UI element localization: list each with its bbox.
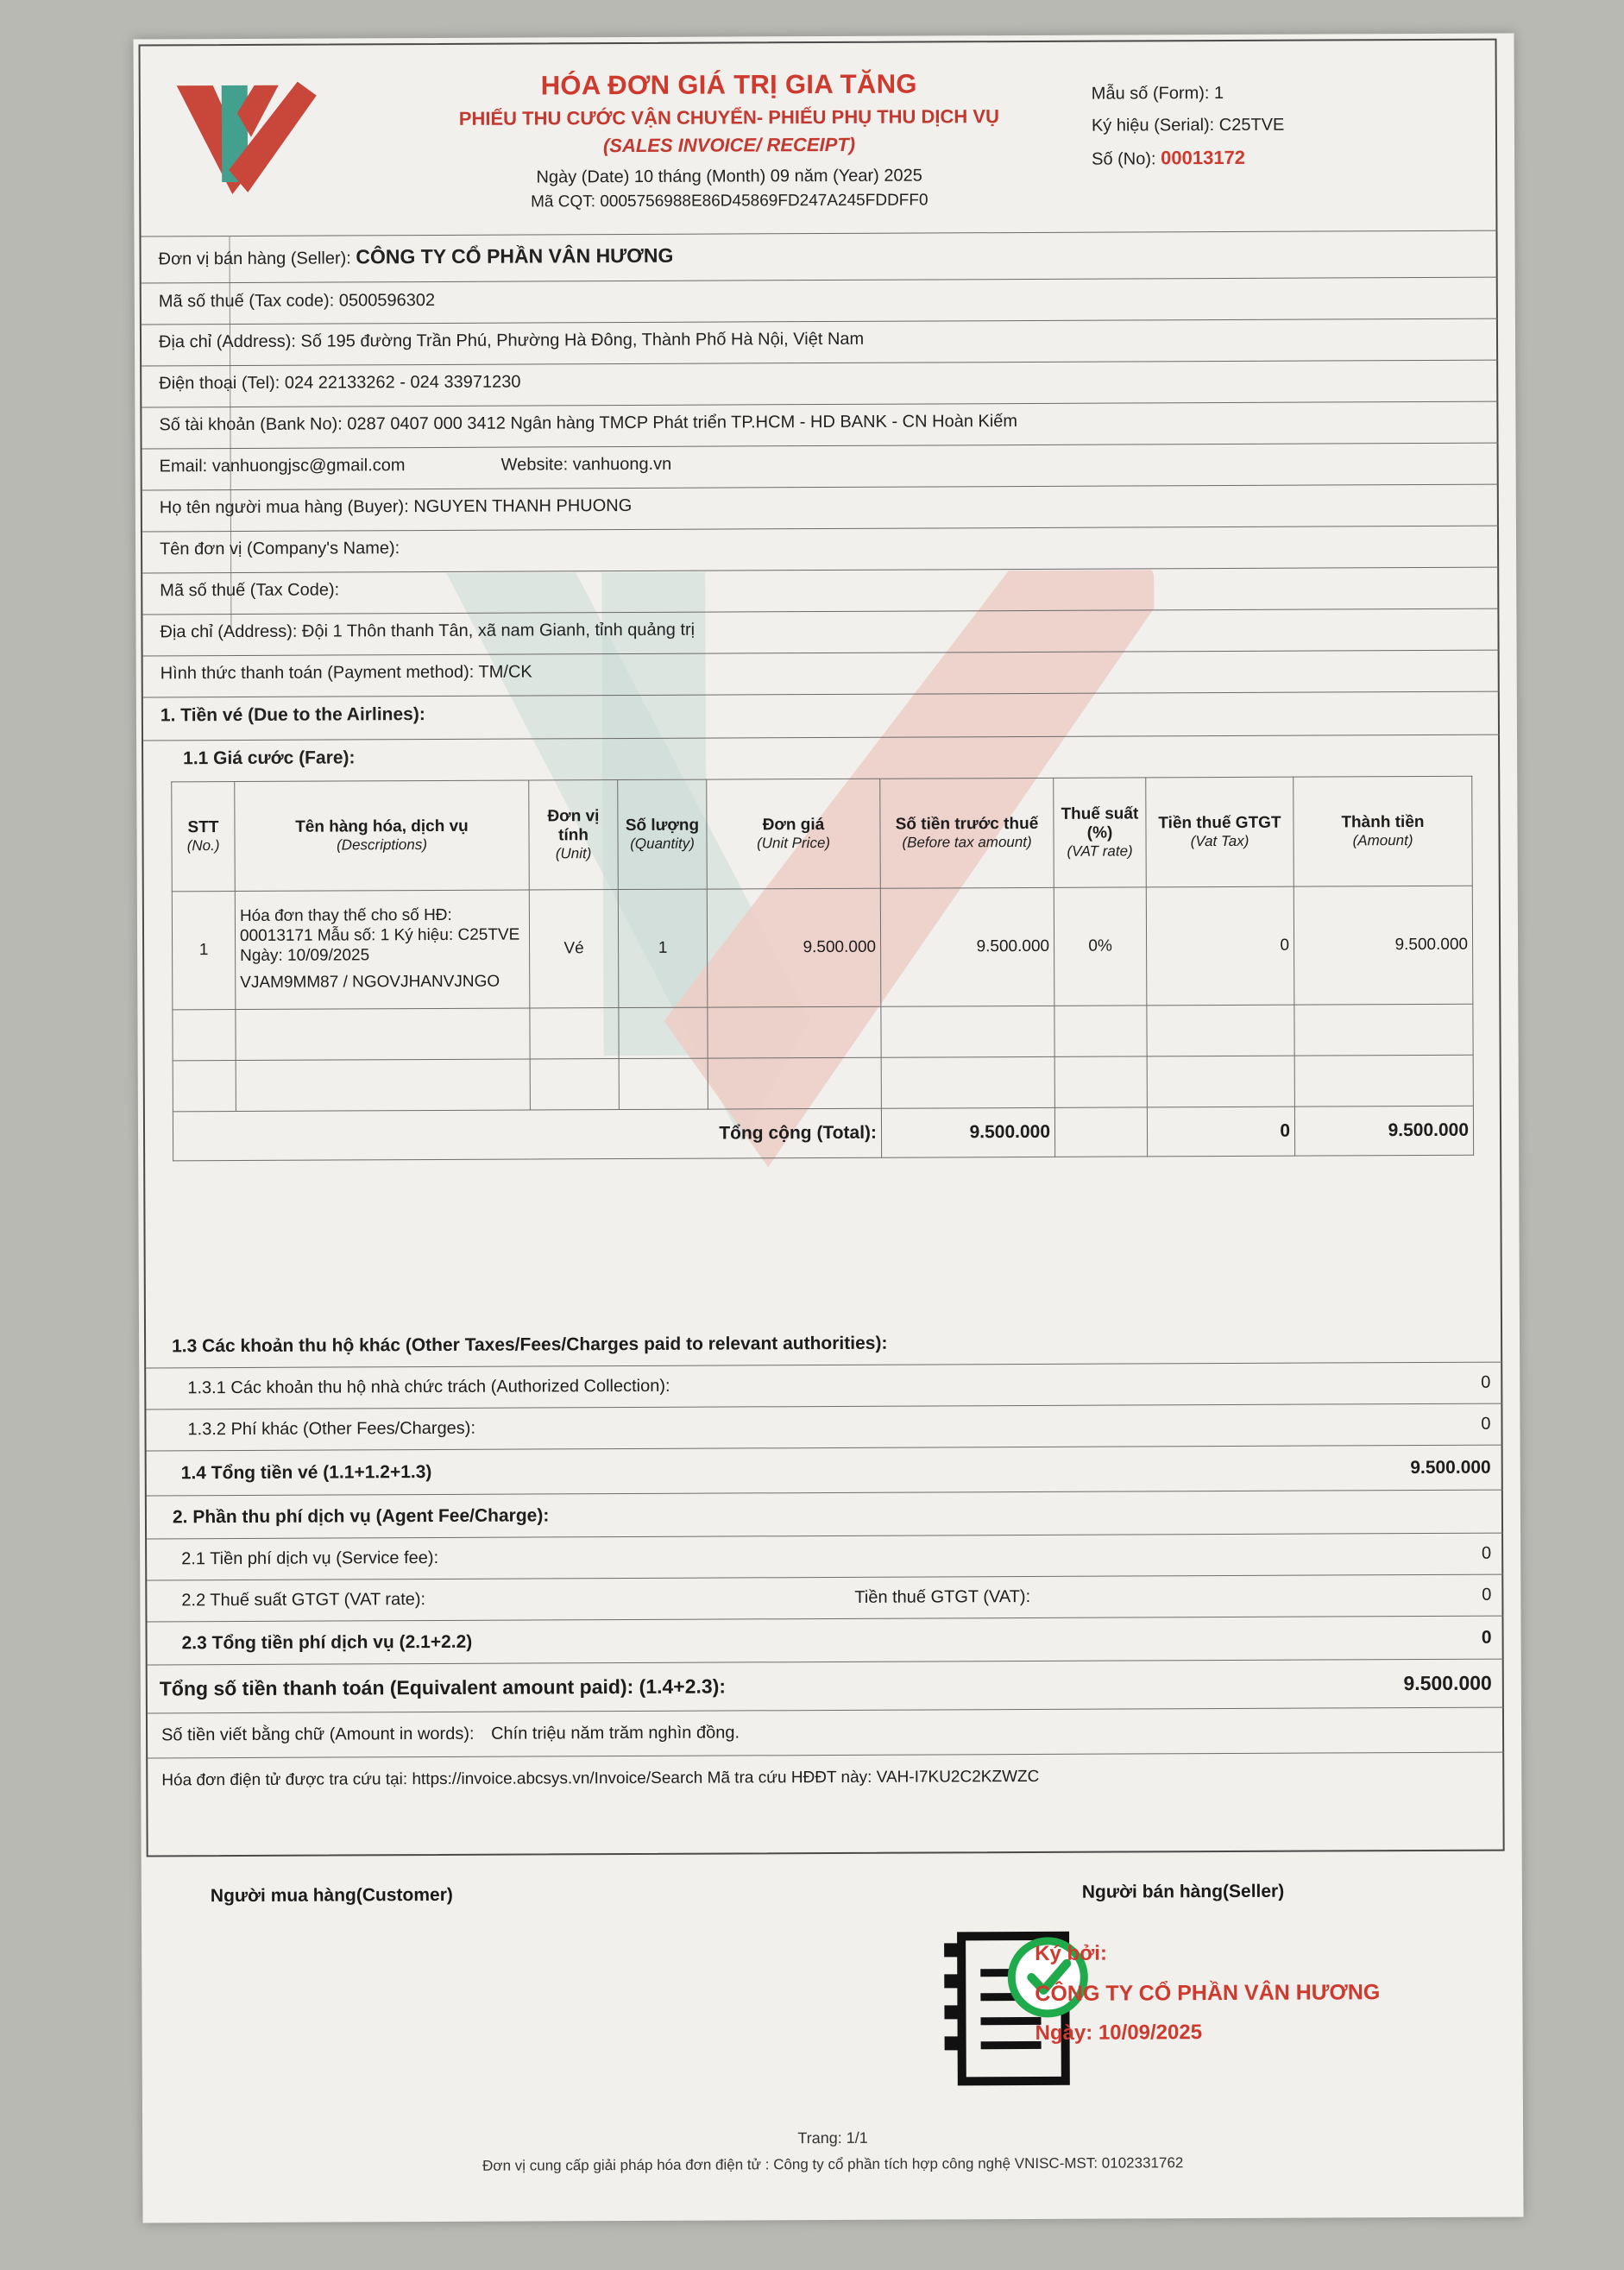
- serial-row: [1092, 110, 1285, 142]
- seller-tel-row: [159, 373, 520, 394]
- cell-vat-rate: 0%: [1054, 887, 1147, 1006]
- section-2-label: 2. Phần thu phí dịch vụ (Agent Fee/Charge):: [172, 1504, 550, 1527]
- line-items-table: [171, 776, 1474, 1162]
- grand-total-label: Tổng số tiền thanh toán (Equivalent amount paid): (1.4+2.3):: [159, 1674, 727, 1700]
- seller-bank-label: Số tài khoản (Bank No):: [159, 414, 343, 435]
- cell-empty: [173, 1009, 236, 1060]
- section-2-3-value: 0: [1481, 1627, 1492, 1648]
- section-1-3-1-label: 1.3.1 Các khoản thu hộ nhà chức trách (Authorized Collection):: [187, 1376, 670, 1398]
- seller-email-label: Email:: [159, 457, 208, 476]
- buyer-name-label: Họ tên người mua hàng (Buyer):: [159, 497, 409, 518]
- section-1-3-2-row: [146, 1404, 1502, 1452]
- cell-empty: [173, 1060, 236, 1111]
- cell-empty: [236, 1059, 530, 1111]
- no-row: [1092, 142, 1285, 176]
- cell-description-note: Hóa đơn thay thế cho số HĐ: 00013171 Mẫu số: 1 Ký hiệu: C25TVE Ngày: 10/09/2025: [239, 906, 520, 965]
- buyer-address-label: Địa chỉ (Address):: [160, 621, 298, 642]
- seller-website-label: Website:: [500, 455, 569, 475]
- cell-empty: [1054, 1006, 1147, 1056]
- section-2-1-row: [147, 1534, 1503, 1581]
- amount-in-words-value: Chín triệu năm trăm nghìn đồng.: [491, 1723, 740, 1743]
- cell-empty: [708, 1006, 881, 1058]
- col-amount: Thành tiền (Amount): [1294, 776, 1473, 886]
- signed-by-name: CÔNG TY CỔ PHẦN VÂN HƯƠNG: [1035, 1980, 1381, 2006]
- seller-address-value: Số 195 đường Trần Phú, Phường Hà Đông, Thành Phố Hà Nội, Việt Nam: [300, 329, 865, 351]
- company-logo-icon: [168, 73, 324, 195]
- signature-block-text: [1035, 1933, 1381, 2053]
- cell-description-main: VJAM9MM87 / NGOVJHANVJNGO: [240, 972, 500, 992]
- provider-line: Đơn vị cung cấp giải pháp hóa đơn điện tử : Công ty cổ phần tích hợp công nghệ VNISC-MST: 0102331762: [482, 2154, 1184, 2174]
- section-1-3-label: 1.3 Các khoản thu hộ khác (Other Taxes/Fees/Charges paid to relevant authorities):: [172, 1333, 888, 1356]
- section-1-3-1-value: 0: [1481, 1372, 1491, 1392]
- buyer-address-row: [160, 621, 695, 643]
- section-1-3-2-value: 0: [1481, 1414, 1491, 1434]
- seller-tax-label: Mã số thuế (Tax code):: [158, 291, 335, 312]
- section-2-2-label: 2.2 Thuế suất GTGT (VAT rate):: [181, 1590, 426, 1611]
- col-quantity: Số lượng (Quantity): [618, 779, 708, 889]
- seller-name-row: [159, 244, 674, 270]
- seller-address-label: Địa chỉ (Address):: [158, 331, 297, 352]
- seller-tel-label: Điện thoại (Tel):: [159, 373, 280, 394]
- cell-unit-price: 9.500.000: [707, 888, 881, 1007]
- invoice-sheet: [133, 34, 1523, 2223]
- seller-email-value: vanhuongjsc@gmail.com: [211, 456, 406, 476]
- customer-signature-label: Người mua hàng(Customer): [210, 1884, 453, 1907]
- cell-empty: [1147, 1056, 1294, 1107]
- cell-description: [235, 890, 530, 1009]
- table-row: [172, 886, 1473, 1010]
- total-vat-rate-blank: [1054, 1107, 1147, 1157]
- buyer-company-row: [160, 539, 400, 559]
- lookup-row: [148, 1753, 1504, 1804]
- cell-empty: [619, 1007, 708, 1058]
- invoice-title: HÓA ĐƠN GIÁ TRỊ GIA TĂNG: [540, 68, 917, 101]
- col-before-tax: Số tiền trước thuế (Before tax amount): [880, 778, 1054, 888]
- payment-method-row: [161, 662, 532, 684]
- seller-address-row: [159, 330, 864, 353]
- section-1-4-value: 9.500.000: [1410, 1457, 1491, 1478]
- section-1-3-2-label: 1.3.2 Phí khác (Other Fees/Charges):: [187, 1418, 476, 1440]
- total-before-tax: 9.500.000: [881, 1107, 1054, 1157]
- cell-before-tax: 9.500.000: [880, 887, 1054, 1006]
- section-2-3-label: 2.3 Tổng tiền phí dịch vụ (2.1+2.2): [181, 1631, 473, 1653]
- buyer-name-value: NGUYEN THANH PHUONG: [413, 495, 633, 517]
- invoice-subtitle-2: (SALES INVOICE/ RECEIPT): [602, 133, 856, 157]
- section-2-row: [147, 1491, 1503, 1540]
- invoice-header-center: [393, 68, 1067, 212]
- section-1-4-label: 1.4 Tổng tiền vé (1.1+1.2+1.3): [180, 1461, 432, 1483]
- invoice-cqt-code: Mã CQT: 0005756988E86D45869FD247A245FDDFF0: [531, 191, 928, 211]
- page-number: Trang: 1/1: [797, 2128, 868, 2147]
- form-value: 1: [1213, 83, 1224, 104]
- no-label: Số (No):: [1092, 149, 1156, 169]
- seller-tax-value: 0500596302: [338, 290, 436, 311]
- col-stt: STT (No.): [172, 781, 236, 891]
- cell-empty: [1294, 1004, 1473, 1056]
- signed-by-label: Ký bởi:: [1035, 1941, 1107, 1965]
- cell-empty: [708, 1057, 881, 1109]
- section-2-1-label: 2.1 Tiền phí dịch vụ (Service fee):: [181, 1548, 439, 1569]
- seller-tel-value: 024 22133262 - 024 33971230: [284, 372, 521, 393]
- seller-tax-row: [159, 291, 435, 312]
- table-header-row: [172, 776, 1473, 892]
- total-vat-tax: 0: [1147, 1107, 1294, 1157]
- cell-vat-tax: 0: [1146, 886, 1294, 1006]
- section-1-4-row: [147, 1446, 1503, 1497]
- buyer-company-label: Tên đơn vị (Company's Name):: [160, 539, 400, 559]
- cell-quantity: 1: [618, 889, 708, 1007]
- total-amount: 9.500.000: [1294, 1106, 1473, 1156]
- cell-empty: [1147, 1005, 1294, 1056]
- cell-amount: 9.500.000: [1294, 886, 1473, 1005]
- cell-unit: Vé: [529, 890, 619, 1008]
- section-1-3-1-row: [146, 1363, 1502, 1410]
- amount-in-words-row: [148, 1708, 1504, 1759]
- amount-in-words-label: Số tiền viết bằng chữ (Amount in words):: [161, 1724, 475, 1745]
- payment-method-value: TM/CK: [478, 662, 532, 682]
- seller-email-row: [160, 455, 672, 477]
- cell-empty: [1294, 1055, 1473, 1107]
- form-row: [1092, 78, 1285, 110]
- payment-method-label: Hình thức thanh toán (Payment method):: [160, 662, 475, 684]
- table-row-empty: [173, 1004, 1473, 1061]
- seller-bank-row: [159, 412, 1017, 435]
- section-1-3-row: [146, 1320, 1502, 1369]
- cell-empty: [619, 1058, 708, 1109]
- signed-date: Ngày: 10/09/2025: [1035, 2021, 1203, 2045]
- cell-empty: [236, 1008, 530, 1060]
- buyer-tax-row: [160, 580, 339, 601]
- col-unit: Đơn vị tính (Unit): [529, 780, 619, 890]
- col-vat-rate: Thuế suất (%) (VAT rate): [1054, 778, 1147, 887]
- serial-label: Ký hiệu (Serial):: [1091, 116, 1215, 136]
- section-2-2-row: [147, 1575, 1503, 1623]
- cell-empty: [881, 1056, 1054, 1108]
- seller-signature-label: Người bán hàng(Seller): [1081, 1881, 1285, 1902]
- seller-name-label: Đơn vị bán hàng (Seller):: [158, 249, 351, 269]
- cell-empty: [530, 1059, 619, 1110]
- no-value: 00013172: [1161, 146, 1246, 169]
- buyer-address-value: Đội 1 Thôn thanh Tân, xã nam Gianh, tỉnh quảng trị: [301, 620, 696, 641]
- section-2-1-value: 0: [1481, 1543, 1492, 1563]
- buyer-tax-label: Mã số thuế (Tax Code):: [160, 580, 340, 601]
- cell-stt: 1: [172, 891, 236, 1009]
- seller-name-value: CÔNG TY CỔ PHẦN VÂN HƯƠNG: [356, 243, 674, 268]
- grand-total-row: [148, 1660, 1504, 1714]
- section-2-2-value: 0: [1482, 1585, 1492, 1605]
- cell-empty: [1054, 1056, 1147, 1107]
- buyer-name-row: [160, 496, 633, 518]
- table-row-empty: [173, 1055, 1473, 1112]
- invoice-subtitle-1: PHIẾU THU CƯỚC VẬN CHUYỂN- PHIẾU PHỤ THU DỊCH VỤ: [458, 105, 1000, 129]
- amount-in-words: [148, 1720, 1504, 1746]
- section-1-1-title: 1.1 Giá cước (Fare):: [183, 747, 356, 769]
- cell-empty: [881, 1006, 1054, 1057]
- table-total-row: [173, 1106, 1473, 1161]
- form-label: Mẫu số (Form):: [1091, 84, 1210, 104]
- serial-value: C25TVE: [1218, 115, 1285, 136]
- col-description: Tên hàng hóa, dịch vụ (Descriptions): [235, 780, 530, 891]
- lookup-line[interactable]: Hóa đơn điện tử được tra cứu tại: https://invoice.abcsys.vn/Invoice/Search Mã tra cứu HĐĐT này: VAH-I7KU2C2KZWZC: [161, 1767, 1040, 1790]
- cell-empty: [530, 1008, 619, 1059]
- seller-bank-value: 0287 0407 000 3412 Ngân hàng TMCP Phát triển TP.HCM - HD BANK - CN Hoàn Kiếm: [347, 412, 1018, 434]
- col-vat-tax: Tiền thuế GTGT (Vat Tax): [1146, 777, 1294, 887]
- invoice-date-line: Ngày (Date) 10 tháng (Month) 09 năm (Year) 2025: [536, 166, 922, 187]
- total-label: Tổng cộng (Total):: [173, 1108, 881, 1161]
- section-2-2-vat-label: Tiền thuế GTGT (VAT):: [854, 1586, 1031, 1607]
- section-2-3-row: [147, 1617, 1503, 1666]
- invoice-page: [133, 34, 1523, 2223]
- seller-website-value: vanhuong.vn: [572, 454, 672, 475]
- grand-total-value: 9.500.000: [1403, 1671, 1492, 1695]
- section-1-title: 1. Tiền vé (Due to the Airlines):: [160, 704, 425, 726]
- invoice-header-right: [1092, 78, 1285, 176]
- page-footer: [142, 2126, 1523, 2176]
- col-unit-price: Đơn giá (Unit Price): [707, 779, 881, 889]
